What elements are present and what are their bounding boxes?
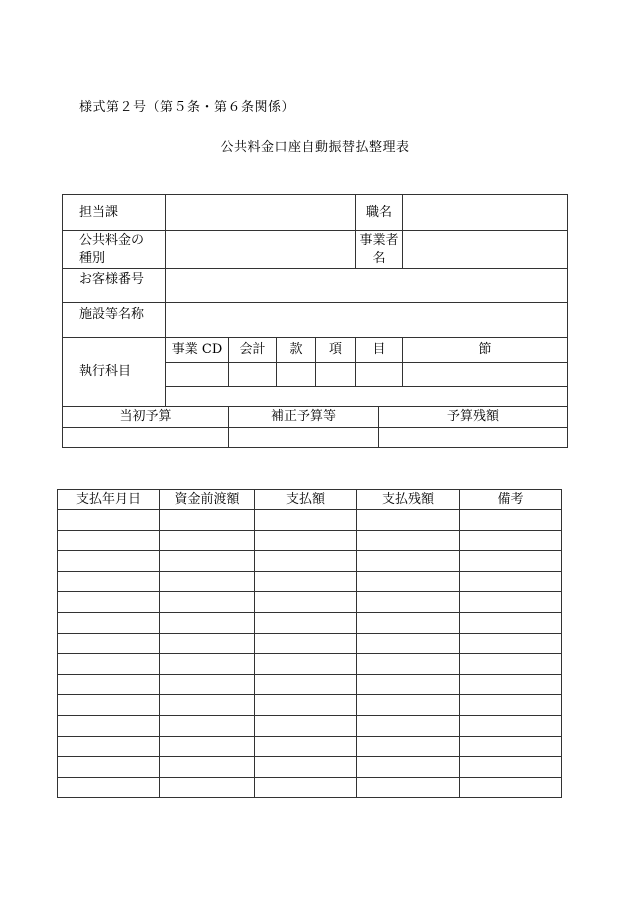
budget-header-hosei: 補正予算等 <box>229 407 379 428</box>
table-cell[interactable] <box>357 777 460 798</box>
kamoku-kan-field[interactable] <box>277 363 316 387</box>
table-row <box>58 654 562 675</box>
okyakusama-bangou-field[interactable] <box>166 269 568 303</box>
tantou-ka-label: 担当課 <box>63 195 166 231</box>
table-cell[interactable] <box>460 510 562 531</box>
table-row <box>58 633 562 654</box>
table-cell[interactable] <box>460 695 562 716</box>
budget-header-zangaku: 予算残額 <box>379 407 568 428</box>
header-bikou: 備考 <box>460 490 562 510</box>
shubetsu-label-line2: 種別 <box>79 250 106 266</box>
row-okyakusama <box>63 269 568 303</box>
table-cell[interactable] <box>58 654 160 675</box>
header-shiharai-nengappi: 支払年月日 <box>58 490 160 510</box>
table-cell[interactable] <box>460 777 562 798</box>
table-cell[interactable] <box>460 736 562 757</box>
table-cell[interactable] <box>460 592 562 613</box>
table-cell[interactable] <box>460 633 562 654</box>
table-cell[interactable] <box>58 592 160 613</box>
shubetsu-label-line1: 公共料金の <box>79 232 145 248</box>
row-shubetsu <box>63 231 568 269</box>
table-cell[interactable] <box>58 612 160 633</box>
table-cell[interactable] <box>58 777 160 798</box>
table-cell[interactable] <box>255 736 357 757</box>
table-cell[interactable] <box>255 654 357 675</box>
row-budget-header <box>63 407 568 428</box>
kamoku-setsu-field[interactable] <box>403 363 568 387</box>
table-cell[interactable] <box>160 530 255 551</box>
table-cell[interactable] <box>357 510 460 531</box>
table-cell[interactable] <box>357 530 460 551</box>
table-cell[interactable] <box>460 612 562 633</box>
table-cell[interactable] <box>58 674 160 695</box>
kamoku-header-moku: 目 <box>356 338 403 363</box>
budget-tousho-field[interactable] <box>63 428 229 448</box>
table-cell[interactable] <box>255 695 357 716</box>
table-row <box>58 510 562 531</box>
table-cell[interactable] <box>255 715 357 736</box>
row-shisetsu <box>63 303 568 338</box>
shubetsu-field[interactable] <box>166 231 356 269</box>
table-cell[interactable] <box>58 757 160 778</box>
table-row <box>58 736 562 757</box>
kamoku-extra-field[interactable] <box>166 387 568 407</box>
table-cell[interactable] <box>160 612 255 633</box>
table-cell[interactable] <box>255 674 357 695</box>
table-cell[interactable] <box>357 757 460 778</box>
payment-body <box>58 510 562 798</box>
table-cell[interactable] <box>357 571 460 592</box>
table-cell[interactable] <box>58 530 160 551</box>
table-cell[interactable] <box>255 757 357 778</box>
table-cell[interactable] <box>160 592 255 613</box>
table-row <box>58 592 562 613</box>
payment-header-row <box>58 490 562 510</box>
kamoku-jigyou-cd-field[interactable] <box>166 363 229 387</box>
budget-zangaku-field[interactable] <box>379 428 568 448</box>
shikkou-kamoku-label: 執行科目 <box>63 338 166 407</box>
table-cell[interactable] <box>160 654 255 675</box>
table-cell[interactable] <box>255 633 357 654</box>
shisetsu-meishou-label: 施設等名称 <box>63 303 166 338</box>
table-cell[interactable] <box>160 736 255 757</box>
table-cell[interactable] <box>160 633 255 654</box>
table-cell[interactable] <box>357 654 460 675</box>
table-cell[interactable] <box>460 674 562 695</box>
table-row <box>58 674 562 695</box>
table-cell[interactable] <box>255 777 357 798</box>
kamoku-header-kaikei: 会計 <box>229 338 277 363</box>
table-cell[interactable] <box>357 715 460 736</box>
shubetsu-label <box>63 231 166 269</box>
table-cell[interactable] <box>460 757 562 778</box>
header-shikin-maewatashi-gaku: 資金前渡額 <box>160 490 255 510</box>
table-cell[interactable] <box>255 592 357 613</box>
table-cell[interactable] <box>357 612 460 633</box>
table-cell[interactable] <box>255 510 357 531</box>
jigyousha-mei-field[interactable] <box>403 231 568 269</box>
table-cell[interactable] <box>357 695 460 716</box>
table-cell[interactable] <box>58 736 160 757</box>
table-cell[interactable] <box>460 654 562 675</box>
table-row <box>58 777 562 798</box>
table-cell[interactable] <box>460 571 562 592</box>
budget-header-tousho: 当初予算 <box>63 407 229 428</box>
kamoku-header-kou: 項 <box>316 338 356 363</box>
kamoku-header-setsu: 節 <box>403 338 568 363</box>
table-cell[interactable] <box>255 612 357 633</box>
row-tantou <box>63 195 568 231</box>
tantou-ka-field[interactable] <box>166 195 356 231</box>
table-row <box>58 551 562 572</box>
payment-table <box>57 489 562 798</box>
info-table <box>62 194 568 448</box>
table-cell[interactable] <box>160 551 255 572</box>
table-cell[interactable] <box>58 571 160 592</box>
table-cell[interactable] <box>460 551 562 572</box>
jigyousha-mei-label: 事業者名 <box>356 231 403 269</box>
table-cell[interactable] <box>160 715 255 736</box>
table-row <box>58 530 562 551</box>
kamoku-moku-field[interactable] <box>356 363 403 387</box>
table-cell[interactable] <box>160 510 255 531</box>
table-cell[interactable] <box>160 674 255 695</box>
table-row <box>58 757 562 778</box>
shokumei-label: 職名 <box>356 195 403 231</box>
table-row <box>58 695 562 716</box>
table-cell[interactable] <box>255 571 357 592</box>
table-cell[interactable] <box>58 715 160 736</box>
form-code: 様式第２号（第５条・第６条関係） <box>79 100 296 115</box>
shisetsu-meishou-field[interactable] <box>166 303 568 338</box>
row-kamoku-header <box>63 338 568 363</box>
table-cell[interactable] <box>460 530 562 551</box>
kamoku-header-jigyou-cd: 事業 CD <box>166 338 229 363</box>
table-cell[interactable] <box>58 510 160 531</box>
document-title: 公共料金口座自動振替払整理表 <box>220 140 410 155</box>
table-cell[interactable] <box>58 633 160 654</box>
header-shiharai-gaku: 支払額 <box>255 490 357 510</box>
kamoku-header-kan: 款 <box>277 338 316 363</box>
kamoku-kaikei-field[interactable] <box>229 363 277 387</box>
kamoku-kou-field[interactable] <box>316 363 356 387</box>
table-row <box>58 571 562 592</box>
table-cell[interactable] <box>357 633 460 654</box>
table-cell[interactable] <box>160 777 255 798</box>
table-cell[interactable] <box>160 757 255 778</box>
table-cell[interactable] <box>357 592 460 613</box>
table-cell[interactable] <box>460 715 562 736</box>
budget-hosei-field[interactable] <box>229 428 379 448</box>
table-row <box>58 612 562 633</box>
table-cell[interactable] <box>255 551 357 572</box>
shokumei-field[interactable] <box>403 195 568 231</box>
table-cell[interactable] <box>58 551 160 572</box>
table-cell[interactable] <box>160 695 255 716</box>
okyakusama-bangou-label: お客様番号 <box>63 269 166 303</box>
header-shiharai-zangaku: 支払残額 <box>357 490 460 510</box>
table-cell[interactable] <box>160 571 255 592</box>
table-cell[interactable] <box>357 736 460 757</box>
table-cell[interactable] <box>357 551 460 572</box>
table-cell[interactable] <box>255 530 357 551</box>
table-cell[interactable] <box>357 674 460 695</box>
table-cell[interactable] <box>58 695 160 716</box>
row-budget-values <box>63 428 568 448</box>
table-row <box>58 715 562 736</box>
